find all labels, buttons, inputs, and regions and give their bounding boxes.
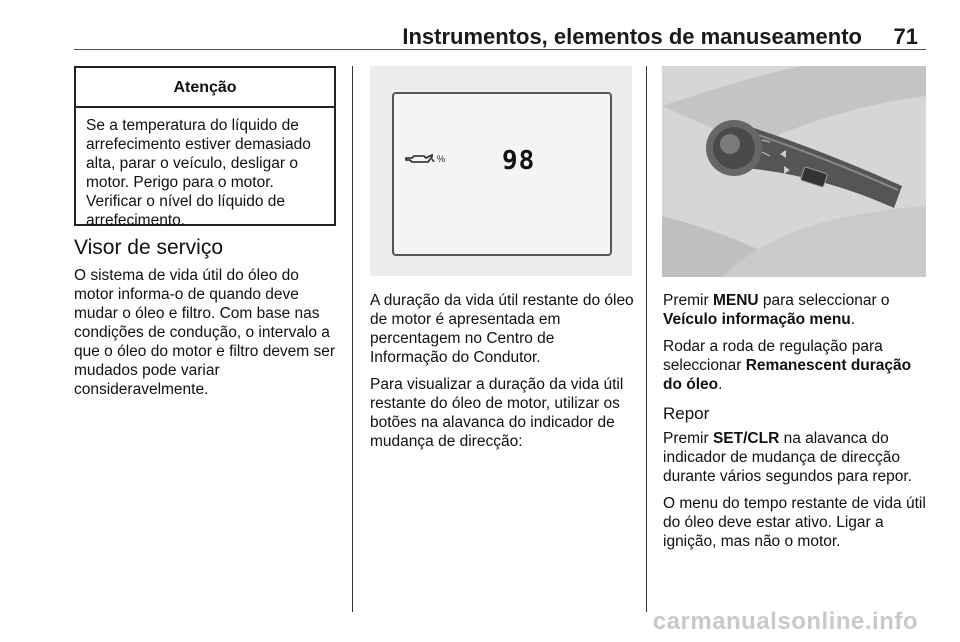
warning-note-box	[74, 66, 336, 229]
text-period: .	[718, 376, 723, 393]
display-screen	[392, 92, 612, 256]
text-para-seleccionar: para seleccionar o	[758, 292, 890, 309]
header-divider	[74, 49, 926, 50]
header-title: Instrumentos, elementos de manuseamento	[402, 24, 862, 49]
column-divider-left	[352, 66, 353, 612]
right-paragraph-3	[663, 429, 929, 486]
oil-can-icon	[404, 150, 450, 170]
turn-signal-lever-figure	[662, 66, 926, 277]
oil-life-value: 98	[502, 146, 536, 176]
right-paragraph-4: O menu do tempo restante de vida útil do óleo deve estar ativo. Ligar a ignição, mas não o motor.	[663, 495, 926, 550]
turn-signal-lever-illustration	[662, 66, 926, 277]
watermark: carmanualsonline.info	[652, 608, 918, 635]
text-period: .	[850, 311, 856, 328]
middle-paragraph-2: Para visualizar a duração da vida útil restante do óleo de motor, utilizar os botões na alavanca do indicador de mudança de direcção:	[370, 376, 624, 450]
menu-button-label: MENU	[712, 292, 759, 309]
set-clr-button-label: SET/CLR	[712, 430, 780, 447]
percent-symbol: %	[437, 154, 446, 164]
dic-display-figure	[370, 66, 632, 276]
remaining-oil-life-label: Remanescent duração do óleo	[663, 357, 912, 393]
note-text: Se a temperatura do líquido de arrefecimento estiver demasiado alta, parar o veículo, desligar o motor. Perigo para o motor. Verificar o nível do líquido de arrefecimento.	[86, 117, 311, 229]
column-divider-right	[646, 66, 647, 612]
note-title: Atenção	[76, 68, 334, 108]
text-reset-instructions: na alavanca do indicador de mudança de direcção durante vários segundos para repor.	[663, 430, 913, 485]
vehicle-info-menu-label: Veículo informação menu	[663, 311, 851, 328]
subheading-repor: Repor	[663, 404, 710, 423]
text-premir: Premir	[663, 430, 713, 447]
right-paragraph-2	[663, 337, 929, 394]
right-column-text	[663, 291, 929, 559]
middle-paragraph-1: A duração da vida útil restante do óleo de motor é apresentada em percentagem no Centro de Informação do Condutor.	[370, 292, 634, 366]
text-rodar: Rodar a roda de regulação para seleccionar	[663, 338, 883, 374]
text-premir: Premir	[663, 292, 713, 309]
page-number: 71	[893, 24, 918, 49]
middle-column-text	[370, 291, 636, 459]
left-paragraph: O sistema de vida útil do óleo do motor informa-o de quando deve mudar o óleo e filtro. Com base nas condições de condução, o intervalo a que o óleo do motor e filtro devem ser mudados pode variar consideravelmente.	[74, 267, 336, 398]
section-title: Visor de serviço	[74, 236, 224, 259]
left-column-text	[74, 266, 340, 407]
right-paragraph-1	[663, 291, 929, 329]
